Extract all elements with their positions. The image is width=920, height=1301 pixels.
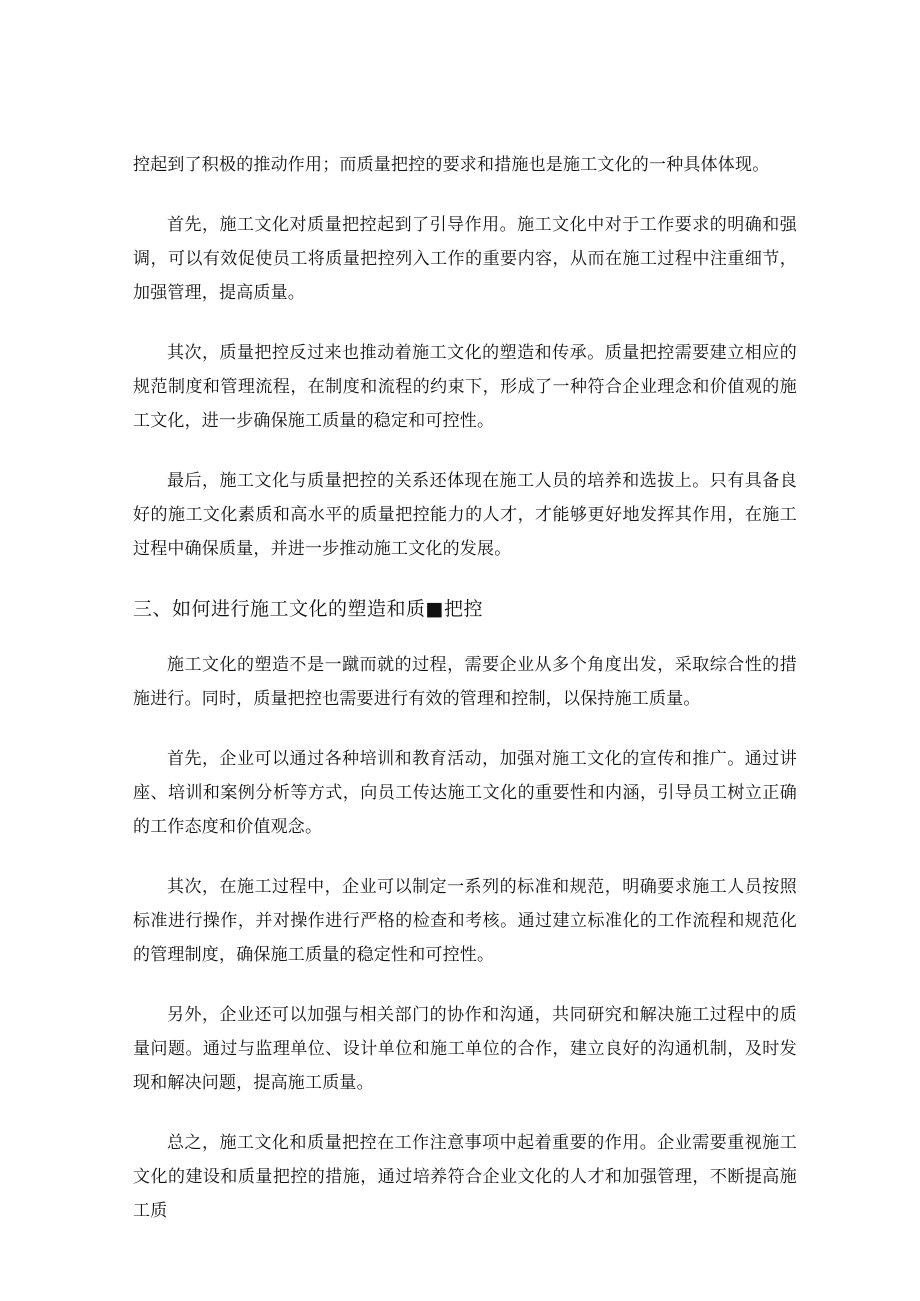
paragraph-promotion: 其次，质量把控反过来也推动着施工文化的塑造和传承。质量把控需要建立相应的规范制度和管理流程，在制度和流程的约束下，形成了一种符合企业理念和价值观的施工文化，进一步确保施工质量的稳定和可控性。: [133, 343, 797, 431]
paragraph-training: 首先，企业可以通过各种培训和教育活动，加强对施工文化的宣传和推广。通过讲座、培训和案例分析等方式，向员工传达施工文化的重要性和内涵，引导员工树立正确的工作态度和价值观念。: [133, 749, 797, 837]
paragraph-summary: 总之，施工文化和质量把控在工作注意事项中起着重要的作用。企业需要重视施工文化的建设和质量把控的措施，通过培养符合企业文化的人才和加强管理，不断提高施工质: [133, 1133, 797, 1221]
paragraph-intro: 施工文化的塑造不是一蹴而就的过程，需要企业从多个角度出发，采取综合性的措施进行。同时，质量把控也需要进行有效的管理和控制，以保持施工质量。: [133, 655, 797, 709]
paragraph-continuation: 控起到了积极的推动作用；而质量把控的要求和措施也是施工文化的一种具体体现。: [133, 155, 770, 175]
paragraph-guidance: 首先，施工文化对质量把控起到了引导作用。施工文化中对于工作要求的明确和强调，可以有效促使员工将质量把控列入工作的重要内容，从而在施工过程中注重细节，加强管理，提高质量。: [133, 215, 797, 303]
section-heading: 三、如何进行施工文化的塑造和质■把控: [133, 598, 483, 620]
paragraph-collaboration: 另外，企业还可以加强与相关部门的协作和沟通，共同研究和解决施工过程中的质量问题。通过与监理单位、设计单位和施工单位的合作，建立良好的沟通机制，及时发现和解决问题，提高施工质量。: [133, 1005, 797, 1093]
paragraph-standards: 其次，在施工过程中，企业可以制定一系列的标准和规范，明确要求施工人员按照标准进行操作，并对操作进行严格的检查和考核。通过建立标准化的工作流程和规范化的管理制度，确保施工质量的稳定性和可控性。: [133, 877, 797, 965]
paragraph-personnel: 最后，施工文化与质量把控的关系还体现在施工人员的培养和选拔上。只有具备良好的施工文化素质和高水平的质量把控能力的人才，才能够更好地发挥其作用，在施工过程中确保质量，并进一步推动施工文化的发展。: [133, 471, 797, 559]
document-body: [133, 148, 797, 1254]
